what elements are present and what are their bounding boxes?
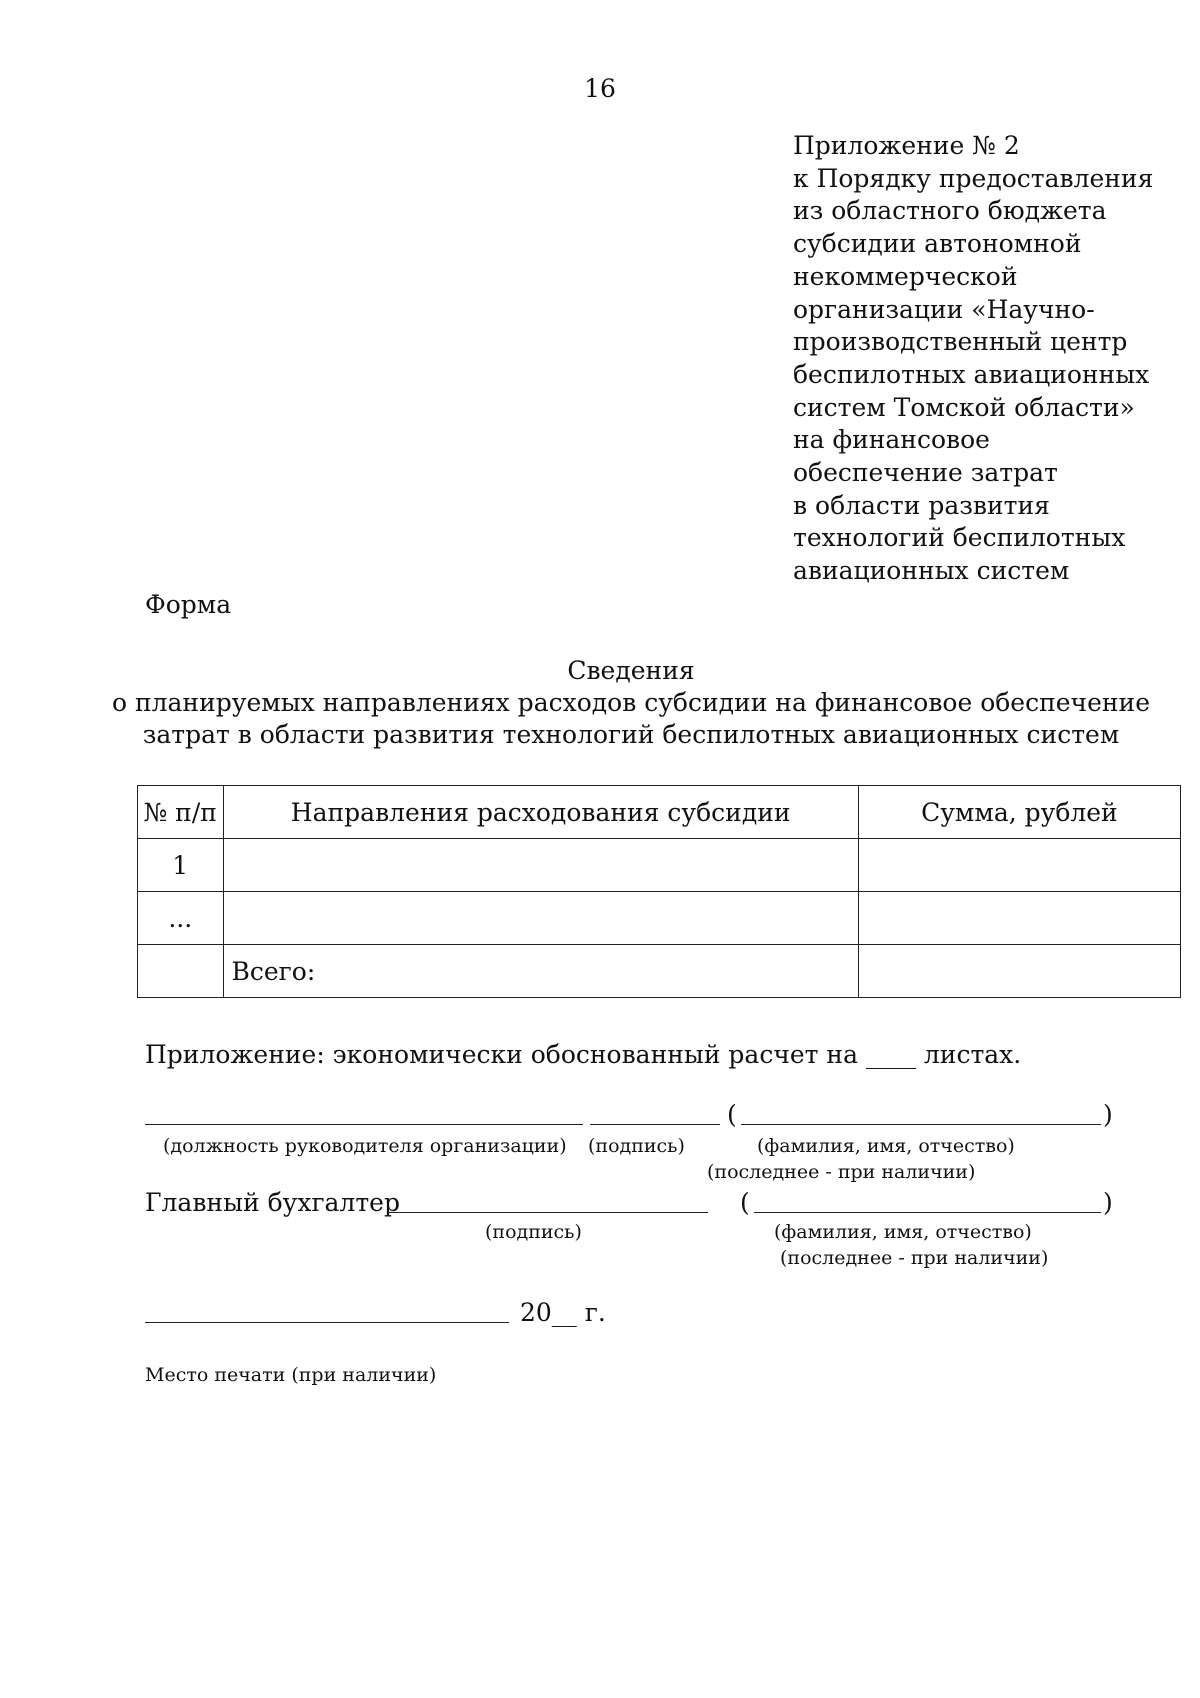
appendix-line: авиационных систем [793,556,1070,586]
total-number-cell [138,945,224,998]
chief-accountant-label: Главный бухгалтер [145,1188,400,1217]
row-direction [223,839,858,892]
appendix-line: субсидии автономной [793,229,1082,259]
row-direction [223,892,858,945]
appendix-line: Приложение № 2 [793,131,1020,160]
row-amount [858,839,1180,892]
row-amount [858,892,1180,945]
attachment-note: Приложение: экономически обоснованный расчет на ____ листах. [145,1040,1022,1069]
appendix-line: организации «Научно- [793,294,1095,324]
page-number: 16 [584,74,616,103]
appendix-line: из областного бюджета [793,196,1107,226]
chief-name-open-paren: ( [740,1188,750,1217]
chief-name-close-paren: ) [1103,1188,1113,1217]
row-number: 1 [138,839,224,892]
chief-name-line [754,1212,1101,1213]
appendix-line: систем Томской области» [793,392,1135,422]
row-number: ... [138,892,224,945]
total-amount [858,945,1180,998]
date-year: 20__ г. [520,1298,606,1327]
appendix-line: в области развития [793,490,1050,520]
head-name-caption-note: (последнее - при наличии) [707,1161,976,1183]
chief-signature-line [388,1212,708,1213]
head-name-close-paren: ) [1103,1100,1113,1129]
document-title [0,655,1200,751]
table-row [138,839,1181,892]
appendix-line: к Порядку предоставления [793,163,1154,193]
appendix-line: некоммерческой [793,261,1018,291]
chief-name-caption: (фамилия, имя, отчество) [774,1221,1032,1243]
date-line [145,1322,509,1323]
expense-table [137,785,1181,998]
table-total-row [138,945,1181,998]
table-row [138,892,1181,945]
appendix-line: на финансовое [793,425,990,455]
header-direction: Направления расходования субсидии [223,786,858,839]
appendix-line: беспилотных авиационных [793,359,1150,389]
title-line-2: о планируемых направлениях расходов субсидии на финансовое обеспечение [111,688,1150,717]
head-position-line [145,1124,583,1125]
head-name-open-paren: ( [727,1100,737,1129]
head-name-caption: (фамилия, имя, отчество) [757,1135,1015,1157]
head-position-caption: (должность руководителя организации) [163,1135,567,1157]
head-signature-caption: (подпись) [588,1135,685,1157]
chief-signature-caption: (подпись) [485,1221,582,1243]
header-amount: Сумма, рублей [858,786,1180,839]
chief-name-caption-note: (последнее - при наличии) [780,1247,1049,1269]
form-label: Форма [145,590,232,619]
total-label: Всего: [223,945,858,998]
head-signature-line [590,1124,720,1125]
title-line-3: затрат в области развития технологий беспилотных авиационных систем [142,720,1120,749]
appendix-block [793,130,1193,588]
appendix-line: обеспечение затрат [793,458,1058,488]
header-number: № п/п [138,786,224,839]
title-line-1: Сведения [567,656,695,685]
stamp-place-note: Место печати (при наличии) [145,1364,437,1386]
appendix-line: производственный центр [793,327,1128,357]
table-header-row [138,786,1181,839]
appendix-line: технологий беспилотных [793,523,1126,553]
head-name-line [741,1124,1101,1125]
